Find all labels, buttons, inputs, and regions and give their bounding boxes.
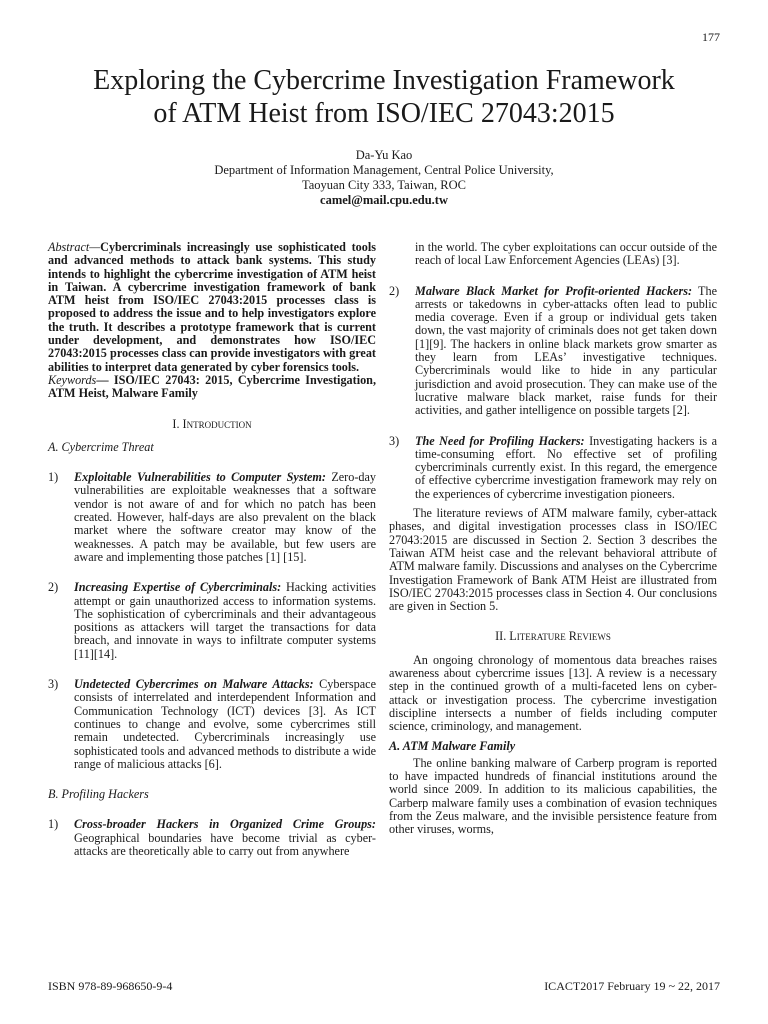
section-numeral: I. [172,416,180,431]
section-title: Literature Reviews [509,629,611,644]
list-number: 1) [48,470,59,485]
abstract-text: Cybercriminals increasingly use sophisticated tools and advanced methods to attack bank systems. This study intends to highlight the cybercrime investigation of ATM heist in Taiwan. A cybercrime investigation framework of bank ATM heist from ISO/IEC 27043:2015 processes class is proposed to address the issue and to help investigators explore the truth. It describes a prototype framework that is current under development, and demonstrates how ISO/IEC 27043:2015 processes class can provide investigators with great abilities to interpret data generated by cyber forensics tools. [48,240,376,374]
subsection-heading: B. Profiling Hackers [48,787,149,802]
list-number: 3) [389,433,400,448]
abstract [48,241,376,374]
list-item-lead: Cross-broader Hackers in Organized Crime Groups: [74,817,376,832]
list-item [389,285,717,418]
list-item-text: Cyberspace consists of interrelated and interdependent Information and Communication Technology (ICT) devices [3]. As ICT continues to change and evolve, some cybercrimes still remain undetected. Cybercriminals increasingly use sophisticated tools and advanced methods to distribute a wide range of malicious attacks [6]. [74,677,376,771]
title-line-1: Exploring the Cybercrime Investigation Framework [93,65,675,96]
keywords-text: — ISO/IEC 27043: 2015, Cybercrime Investigation, ATM Heist, Malware Family [48,372,376,401]
list-item-text: Geographical boundaries have become trivial as cyber-attacks are theoretically able to carry out from anywhere [74,830,376,858]
list-item [48,471,376,564]
list-number: 3) [48,677,59,692]
list-item-continuation: in the world. The cyber exploitations can occur outside of the reach of local Law Enforcement Agencies (LEAs) [3]. [415,240,717,268]
affiliation-line-2: Taoyuan City 333, Taiwan, ROC [302,178,466,192]
section-title: Introduction [182,416,252,431]
author-name: Da-Yu Kao [355,148,413,162]
paragraph-atm-malware: The online banking malware of Carberp program is reported to have impacted hundreds of financial institutions around the world since 2009. In addition to its malicious capabilities, the Carberp malware family uses a combination of evasion techniques from the Zeus malware, and the invisible persistence feature from other viruses, worms, [389,755,717,837]
author-block [40,148,728,208]
list-item-lead: Exploitable Vulnerabilities to Computer System: [74,470,326,485]
list-item [48,678,376,771]
list-item-text: Investigating hackers is a time-consuming effort. No effective set of profiling cybercriminals currently exist. In this regard, the emergence of effective cybercrime investigation framework may rely on the experiences of cybercrime investigation pioneers. [415,433,717,501]
section-numeral: II. [495,629,507,644]
list-item [48,581,376,661]
list-number: 2) [389,283,400,298]
left-column [48,241,376,875]
subsection-heading: A. Cybercrime Threat [48,439,154,454]
list-number: 2) [48,580,59,595]
author-email: camel@mail.cpu.edu.tw [320,193,448,207]
paragraph-overview: The literature reviews of ATM malware family, cyber-attack phases, and digital investigation processes class in ISO/IEC 27043:2015 are discussed in Section 2. Section 3 describes the Taiwan ATM heist case and the relevant behavioral attribute of ATM malware family. Discussions and analyses on the Cybercrime Investigation Framework of Bank ATM Heist are illustrated from ISO/IEC 27043:2015 processes class in Section 4. Our conclusions are given in Section 5. [389,506,717,614]
section-heading-literature-reviews [389,630,717,643]
list-item-lead: Undetected Cybercrimes on Malware Attacks: [74,677,314,692]
abstract-label: Abstract— [48,240,101,254]
list-item-lead: Malware Black Market for Profit-oriented Hackers: [415,283,693,298]
subsection-heading: A. ATM Malware Family [389,738,516,753]
page-number: 177 [702,30,720,44]
list-item-lead: The Need for Profiling Hackers: [415,433,585,448]
affiliation-line-1: Department of Information Management, Central Police University, [214,163,554,177]
paragraph-literature-intro: An ongoing chronology of momentous data breaches raises awareness about cybercrime issues [13]. A review is a necessary step in the continued growth of a multi-faceted lens on cyber-attack or investigation process. The cybercrime investigation discipline intersects a number of fields including computer science, criminology, and management. [389,652,717,734]
footer-conference: ICACT2017 February 19 ~ 22, 2017 [544,979,720,993]
list-number: 1) [48,817,59,832]
keywords-label: Keywords [48,372,97,387]
title-line-2: of ATM Heist from ISO/IEC 27043:2015 [153,98,615,129]
keywords [48,374,376,401]
list-item-text: Hacking activities attempt or gain unauthorized access to information systems. The sophistication of cybercriminals and their advantageous positions as attackers will target the transactions for data breach, and innovate in ways to infiltrate computer systems [11][14]. [74,580,376,661]
list-item-text: Zero-day vulnerabilities are exploitable weaknesses that a software vendor is not aware of and for which no patch has been created. However, half-days are also prevalent on the black market where the software creator may know of the weaknesses. A patch may be available, but few users are aware and implementing those patches [1] [15]. [74,470,376,564]
paper-title [40,64,728,130]
list-item [48,818,376,858]
list-item-lead: Increasing Expertise of Cybercriminals: [74,580,282,595]
section-heading-introduction [48,418,376,431]
right-column [389,241,717,837]
footer-isbn: ISBN 978-89-968650-9-4 [48,979,173,993]
list-item-text: The arrests or takedowns in cyber-attacks often lead to public media coverage. Even if a group or individual gets taken down, the vast majority of criminals does not get taken down [1][9]. The hackers in online black markets grow smarter as they learn from LEAs’ investigative techniques. Cybercriminals would like to hide in any particular jurisdiction and avoid prosecution. They can make use of the lucrative malware black market, raise funds for their activities, and gather intelligence on possible targets [2]. [415,283,717,418]
list-item [389,435,717,501]
